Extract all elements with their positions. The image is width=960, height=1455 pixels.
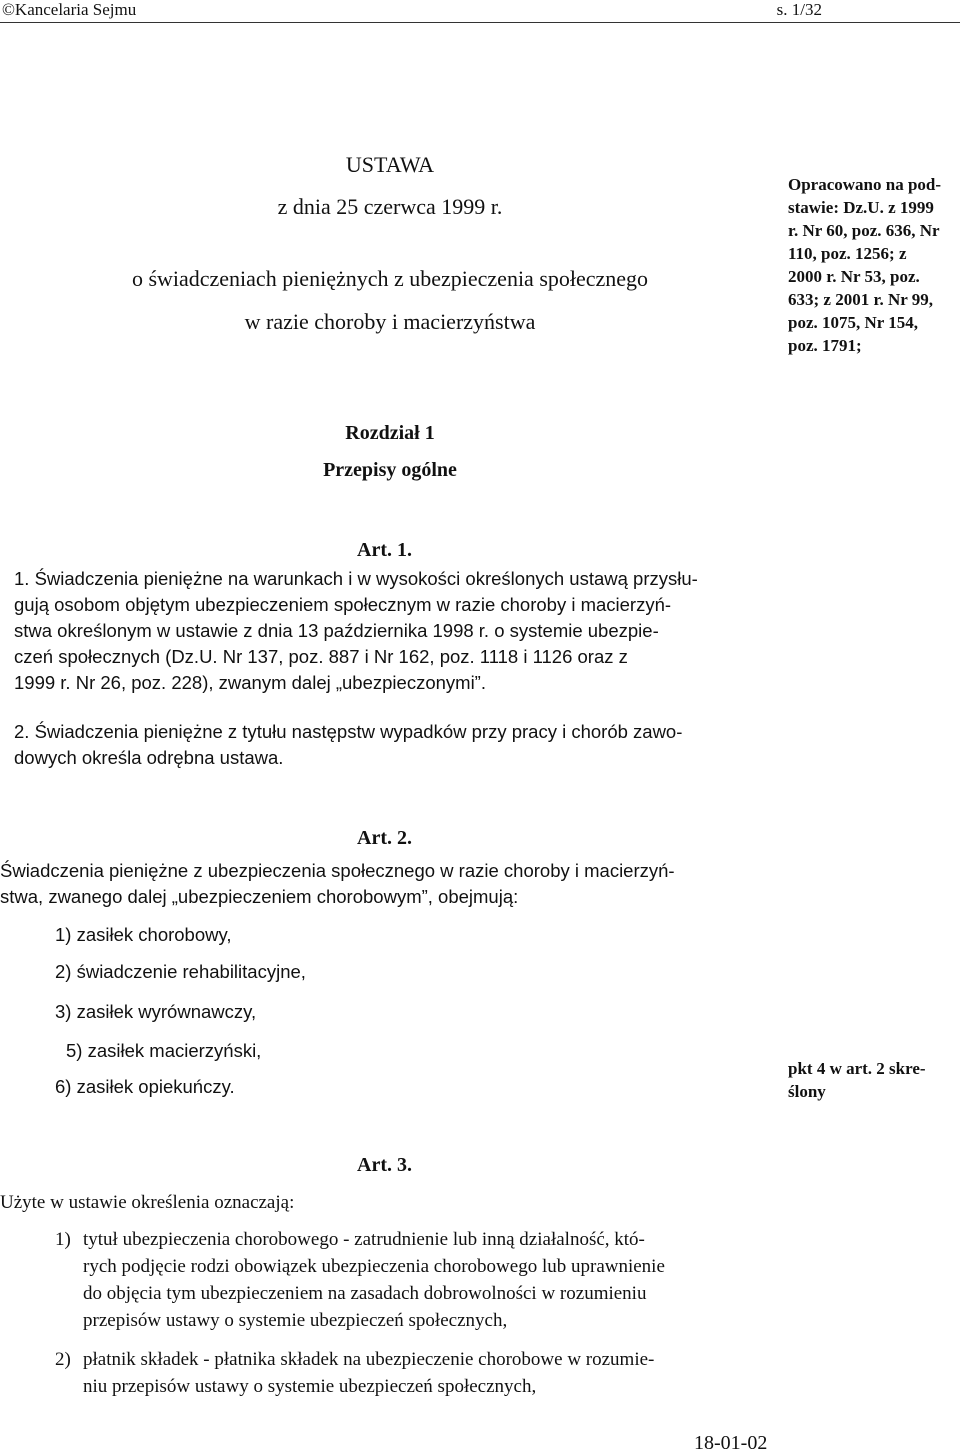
text-line: Świadczenia pieniężne z ubezpieczenia społecznego w razie choroby i macierzyń- bbox=[0, 860, 675, 881]
act-title-line-1: o świadczeniach pieniężnych z ubezpieczenia społecznego bbox=[131, 266, 649, 291]
text-line: czeń społecznych (Dz.U. Nr 137, poz. 887 i Nr 162, poz. 1118 i 1126 oraz z bbox=[14, 646, 628, 667]
source-note bbox=[788, 173, 958, 357]
chapter-number: Rozdział 1 bbox=[345, 422, 435, 444]
text-line: dowych określa odrębna ustawa. bbox=[14, 747, 284, 768]
source-note-line: r. Nr 60, poz. 636, Nr bbox=[788, 221, 940, 240]
source-note-line: poz. 1075, Nr 154, bbox=[788, 313, 919, 332]
art3-heading: Art. 3. bbox=[357, 1154, 412, 1176]
item-number: 1) bbox=[55, 1229, 71, 1250]
source-note-line: 2000 r. Nr 53, poz. bbox=[788, 267, 920, 286]
text-line: 2. Świadczenia pieniężne z tytułu następstw wypadków przy pracy i chorób zawo- bbox=[14, 721, 683, 742]
text-line: tytuł ubezpieczenia chorobowego - zatrudnienie lub inną działalność, któ- bbox=[83, 1229, 645, 1250]
art2-item: 6) zasiłek opiekuńczy. bbox=[55, 1076, 235, 1097]
item-number: 2) bbox=[55, 1349, 71, 1370]
text-line: 1. Świadczenia pieniężne na warunkach i w wysokości określonych ustawą przysłu- bbox=[14, 568, 698, 589]
art1-paragraph-1 bbox=[14, 566, 780, 696]
text-line: przepisów ustawy o systemie ubezpieczeń społecznych, bbox=[83, 1310, 508, 1331]
text-line: stwa określonym w ustawie z dnia 13 października 1998 r. o systemie ubezpie- bbox=[14, 620, 659, 641]
act-date: z dnia 25 czerwca 1999 r. bbox=[277, 194, 503, 219]
act-title-line-2: w razie choroby i macierzyństwa bbox=[244, 309, 536, 334]
text-line: stwa, zwanego dalej „ubezpieczeniem chorobowym”, obejmują: bbox=[0, 886, 519, 907]
page-number: s. 1/32 bbox=[776, 0, 822, 19]
source-note-line: poz. 1791; bbox=[788, 336, 862, 355]
art3-item-2 bbox=[55, 1346, 777, 1400]
art2-intro bbox=[0, 858, 780, 910]
text-line: do objęcia tym ubezpieczeniem na zasadach dobrowolności w rozumieniu bbox=[83, 1283, 647, 1304]
text-line: 1999 r. Nr 26, poz. 228), zwanym dalej „ubezpieczonymi”. bbox=[14, 672, 486, 693]
source-note-line: stawie: Dz.U. z 1999 bbox=[788, 198, 934, 217]
art1-heading: Art. 1. bbox=[357, 539, 412, 561]
art2-item: 2) świadczenie rehabilitacyjne, bbox=[55, 961, 306, 982]
art3-item-1 bbox=[55, 1226, 777, 1334]
art2-heading: Art. 2. bbox=[357, 827, 412, 849]
deletion-note-line: ślony bbox=[788, 1082, 826, 1101]
page-header bbox=[0, 0, 960, 23]
text-line: gują osobom objętym ubezpieczeniem społecznym w razie choroby i macierzyń- bbox=[14, 594, 672, 615]
art2-item: 5) zasiłek macierzyński, bbox=[66, 1040, 262, 1061]
art1-paragraph-2 bbox=[14, 719, 780, 771]
text-line: płatnik składek - płatnika składek na ubezpieczenie chorobowe w rozumie- bbox=[83, 1349, 655, 1370]
act-type: USTAWA bbox=[345, 152, 435, 177]
text-line: rych podjęcie rodzi obowiązek ubezpieczenia chorobowego lub uprawnienie bbox=[83, 1256, 665, 1277]
source-note-line: 633; z 2001 r. Nr 99, bbox=[788, 290, 933, 309]
publisher-label: ©Kancelaria Sejmu bbox=[2, 0, 137, 19]
art2-item: 1) zasiłek chorobowy, bbox=[55, 924, 232, 945]
source-note-line: Opracowano na pod- bbox=[788, 175, 942, 194]
art3-intro: Użyte w ustawie określenia oznaczają: bbox=[0, 1192, 295, 1213]
chapter-title: Przepisy ogólne bbox=[323, 459, 457, 481]
deletion-note bbox=[788, 1057, 958, 1103]
text-line: niu przepisów ustawy o systemie ubezpieczeń społecznych, bbox=[83, 1376, 537, 1397]
art2-item: 3) zasiłek wyrównawczy, bbox=[55, 1001, 257, 1022]
deletion-note-line: pkt 4 w art. 2 skre- bbox=[788, 1059, 926, 1078]
source-note-line: 110, poz. 1256; z bbox=[788, 244, 907, 263]
document-date: 18-01-02 bbox=[694, 1432, 768, 1454]
